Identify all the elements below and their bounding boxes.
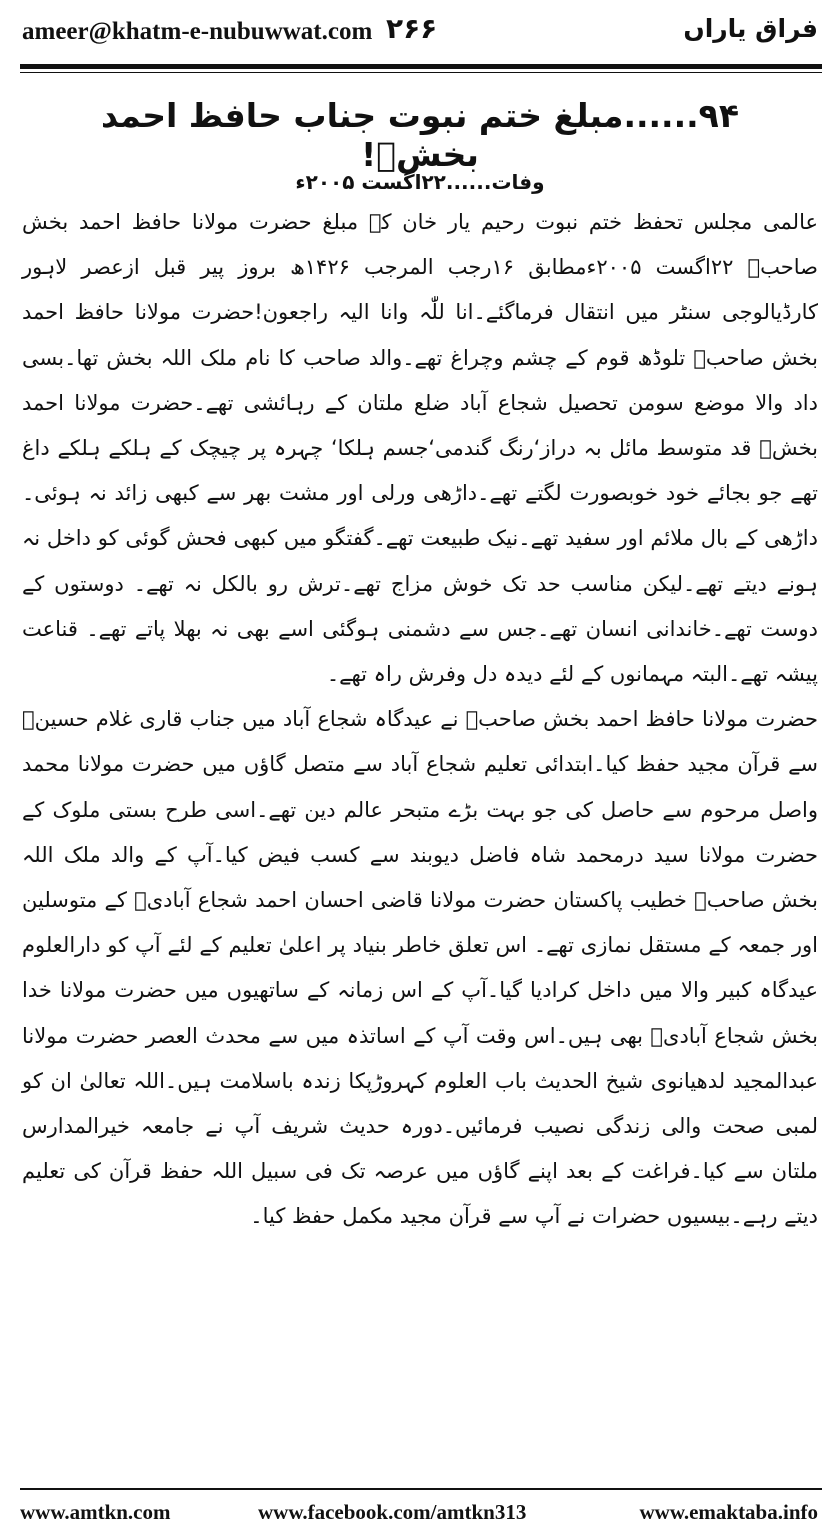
- paragraph-1: عالمی مجلس تحفظ ختم نبوت رحیم یار خان کے مبلغ حضرت مولانا حافظ احمد بخش صاحبؒ ۲۲اگست ۲۰۰۵ءمطابق ۱۶رجب المرجب ۱۴۲۶ھ بروز پیر قبل ازعصر لاہور کارڈیالوجی سنٹر میں انتقال فرماگئے۔انا للّٰہ وانا الیہ راجعون!حضرت مولانا حافظ احمد بخش صاحبؒ تلوڈھ قوم کے چشم وچراغ تھے۔والد صاحب کا نام ملک اللہ بخش تھا۔بسی داد والا موضع سومن تحصیل شجاع آباد ضلع ملتان کے رہائشی تھے۔حضرت مولانا احمد بخشؒ قد متوسط مائل بہ دراز‘رنگ گندمی‘جسم ہلکا‘ چہرہ پر چیچک کے ہلکے ہلکے داغ تھے جو بجائے خود خوبصورت لگتے تھے۔داڑھی ورلی اور مشت بھر سے کبھی زائد نہ ہوئی۔داڑھی کے بال ملائم اور سفید تھے۔نیک طبیعت تھے۔گفتگو میں کبھی فحش گوئی کو داخل نہ ہونے دیتے تھے۔لیکن مناسب حد تک خوش مزاج تھے۔ترش رو بالکل نہ تھے۔ دوستوں کے دوست تھے۔خاندانی انسان تھے۔جس سے دشمنی ہوگئی اسے بھی نہ بھلا پاتے تھے۔ قناعت پیشہ تھے۔البتہ مہمانوں کے لئے دیدہ دل وفرش راہ تھے۔: [22, 210, 818, 687]
- book-title: فراق یاراں: [683, 14, 818, 43]
- death-date-line: وفات......۲۲اگست ۲۰۰۵ء: [295, 170, 545, 194]
- page-footer: [0, 1500, 840, 1530]
- header-rule-thin: [20, 72, 822, 73]
- footer-link-facebook[interactable]: www.facebook.com/amtkn313: [258, 1500, 527, 1524]
- paragraph-2: حضرت مولانا حافظ احمد بخش صاحبؒ نے عیدگاہ شجاع آباد میں جناب قاری غلام حسینؒ سے قرآن مجید حفظ کیا۔ابتدائی تعلیم شجاع آباد سے متصل گاؤں میں حضرت مولانا محمد واصل مرحوم سے حاصل کی جو بہت بڑے متبحر عالم دین تھے۔اسی طرح بستی ملوک کے حضرت مولانا سید درمحمد شاہ فاضل دیوبند سے کسب فیض کیا۔آپ کے والد ملک اللہ بخش صاحبؒ خطیب پاکستان حضرت مولانا قاضی احسان احمد شجاع آبادیؒ کے متوسلین اور جمعہ کے مستقل نمازی تھے۔ اس تعلق خاطر بنیاد پر اعلیٰ تعلیم کے لئے آپ کو دارالعلوم عیدگاہ کبیر والا میں داخل کرادیا گیا۔آپ کے اس زمانہ کے ساتھیوں میں حضرت مولانا خدا بخش شجاع آبادیؒ بھی ہیں۔اس وقت آپ کے اساتذہ میں سے محدث العصر حضرت مولانا عبدالمجید لدھیانوی شیخ الحدیث باب العلوم کہروڑپکا زندہ باسلامت ہیں۔اللہ تعالیٰ ان کو لمبی صحت والی زندگی نصیب فرمائیں۔دورہ حدیث شریف آپ نے جامعہ خیرالمدارس ملتان سے کیا۔فراغت کے بعد اپنے گاؤں میں عرصہ تک فی سبیل اللہ حفظ قرآن کی تعلیم دیتے رہے۔بیسیوں حضرات نے آپ سے قرآن مجید مکمل حفظ کیا۔: [22, 707, 818, 1229]
- footer-link-amtkn[interactable]: www.amtkn.com: [20, 1500, 171, 1524]
- article-body: [22, 200, 818, 1240]
- page-number: ۲۶۶: [386, 12, 438, 45]
- header-email: ameer@khatm-e-nubuwwat.com: [22, 18, 373, 45]
- header-rule-thick: [20, 64, 822, 69]
- page-header: [0, 0, 840, 70]
- footer-link-emaktaba[interactable]: www.emaktaba.info: [639, 1500, 818, 1524]
- footer-rule: [20, 1488, 822, 1490]
- article-title: ۹۴......مبلغ ختم نبوت جناب حافظ احمد بخشؒ!: [101, 96, 739, 174]
